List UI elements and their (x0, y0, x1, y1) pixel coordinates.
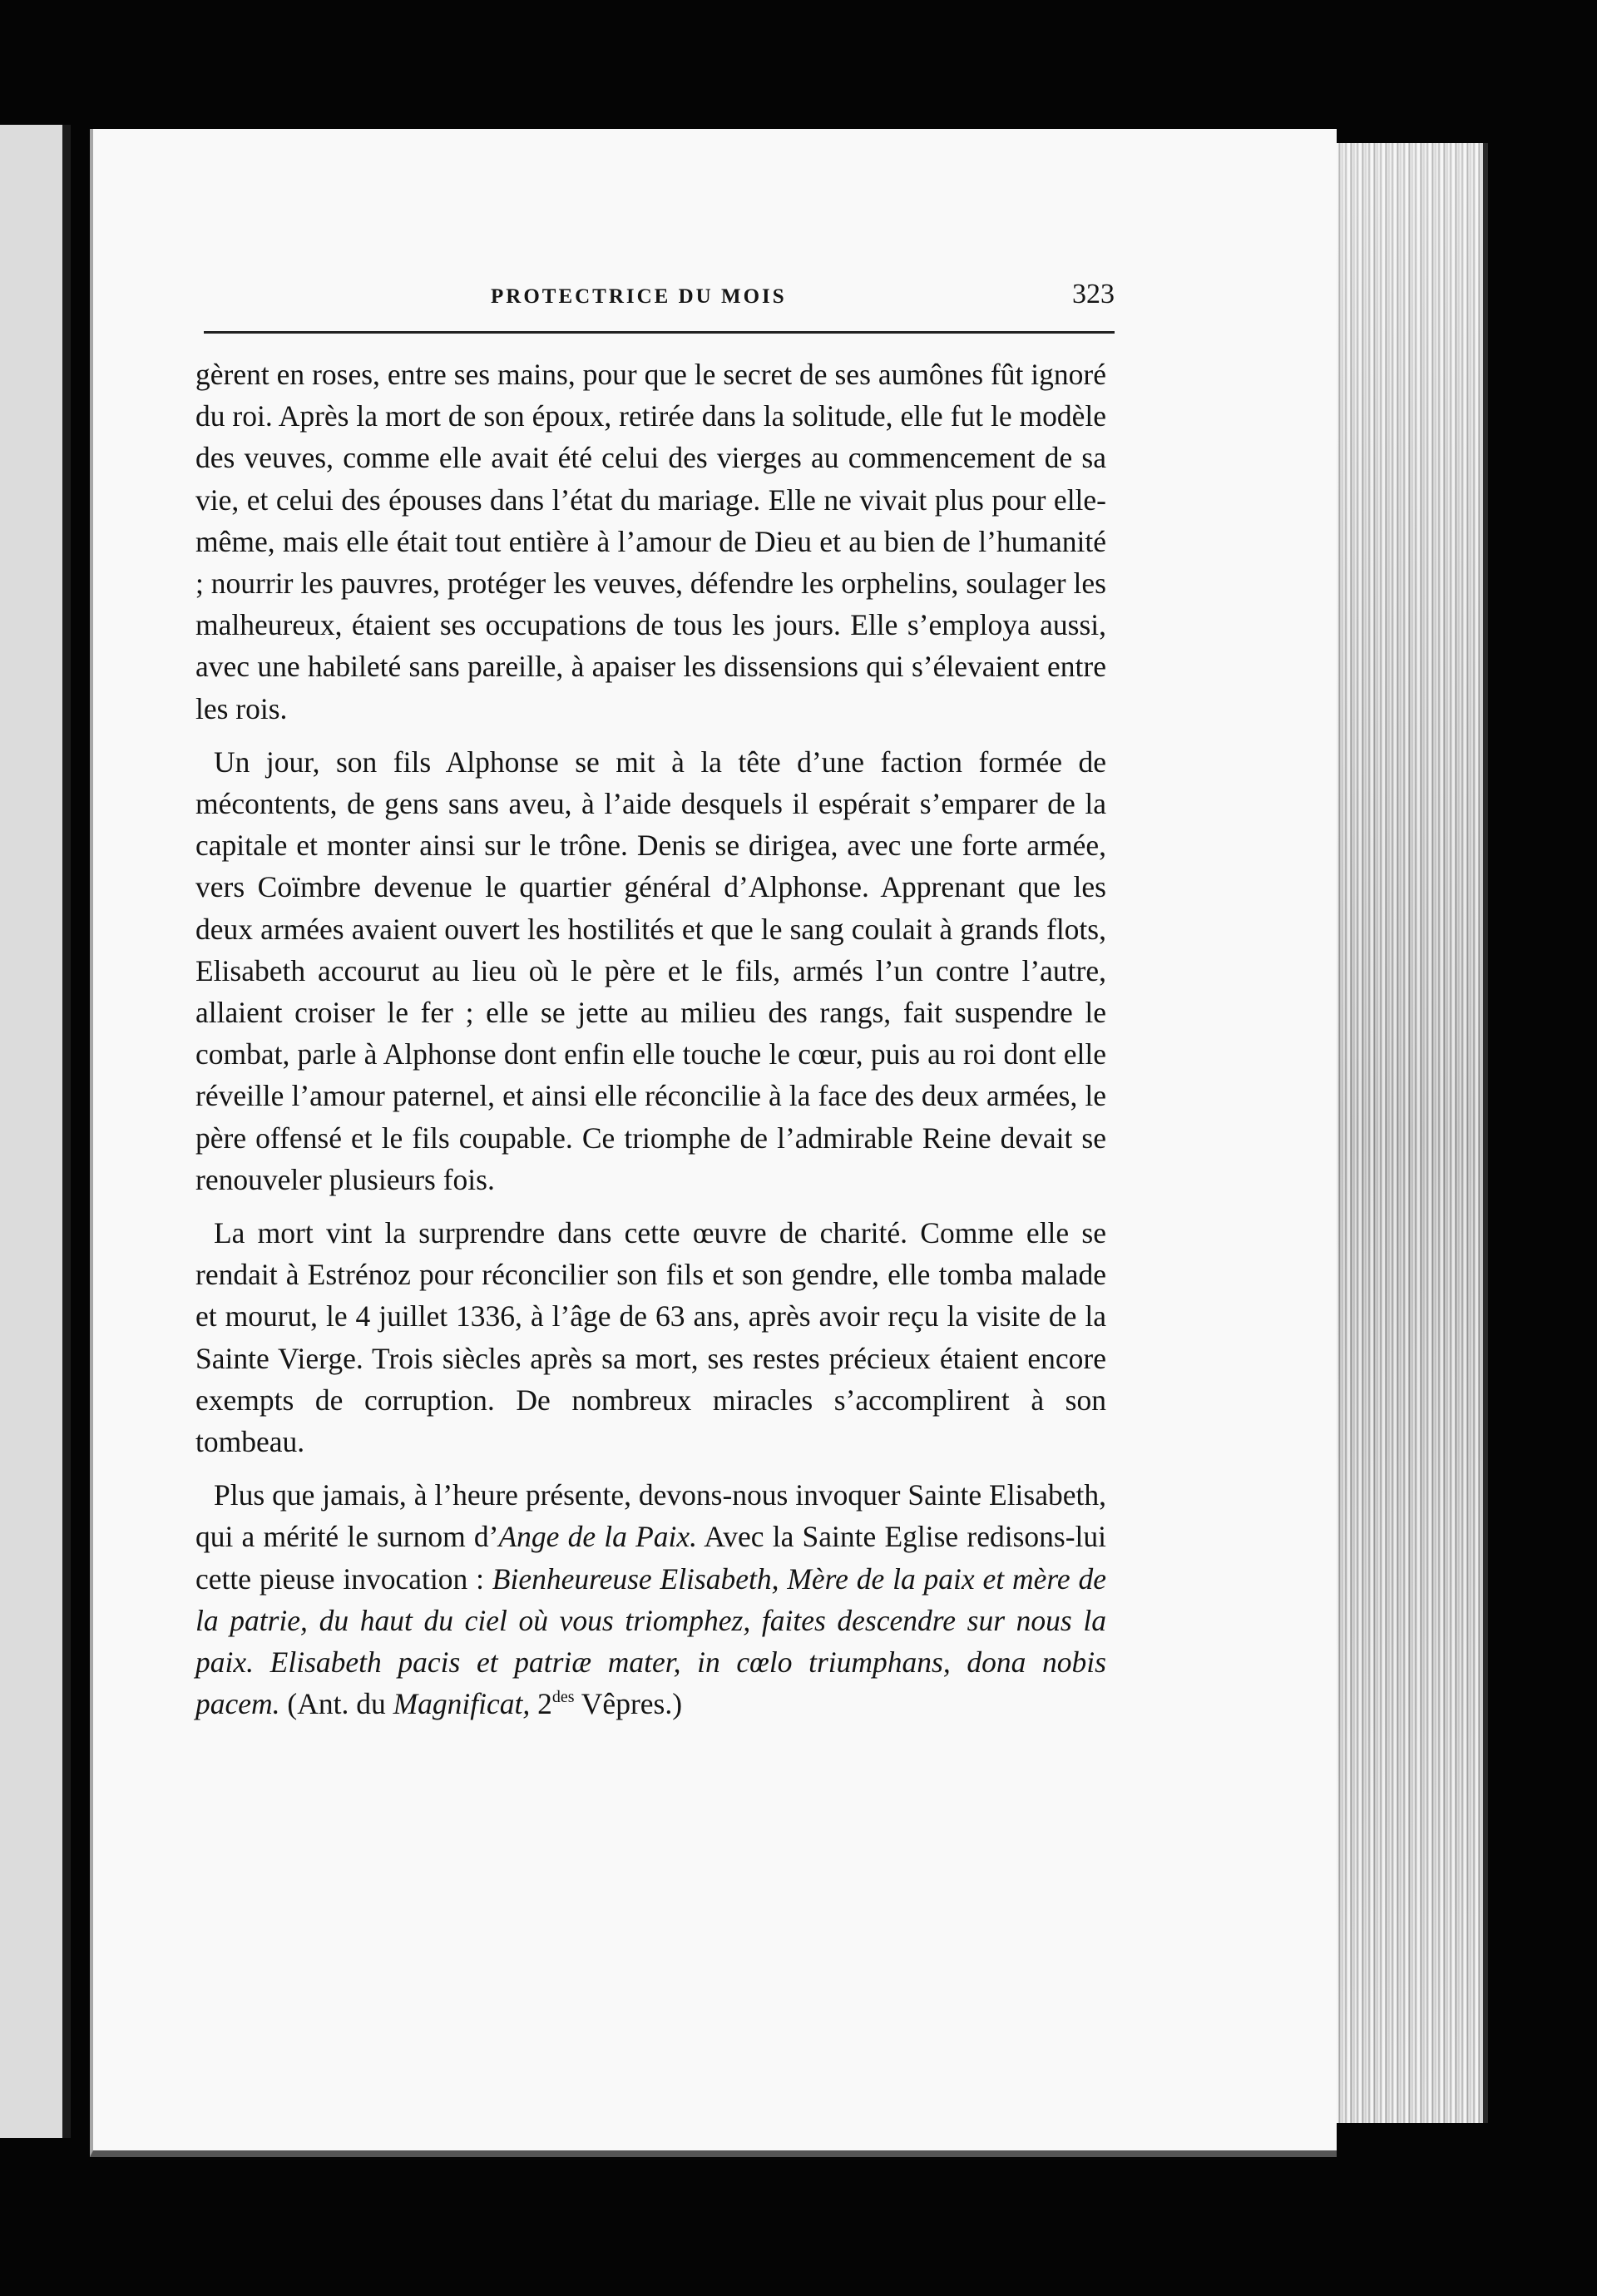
prayer-invocation: Bienheureuse Elisabeth, Mère de la paix et mère de la patrie, du haut du ciel où vous triomphez, faites descendre sur nous la paix. Elisabeth pacis et patriæ mater, in cœlo triumphans, dona nobis pacem. (195, 1561, 1106, 1721)
paragraph-4-text-2: Avec la Sainte Eglise redisons-lui cette pieuse invocation : (195, 1520, 1106, 1596)
body-text (195, 354, 1106, 1725)
book-page-edges (1313, 143, 1488, 2123)
paragraph-4-text-1: Plus que jamais, à l’heure présente, devons-nous invoquer Sainte Elisabeth, qui a mérité le surnom d’ (195, 1478, 1106, 1554)
citation-superscript: des (551, 1688, 575, 1707)
header-rule (204, 331, 1115, 334)
page-number: 323 (1072, 279, 1115, 309)
page-header (204, 279, 1115, 320)
citation-open: (Ant. du (279, 1687, 393, 1721)
citation-close: Vêpres.) (574, 1687, 683, 1721)
citation-magnificat: Magnificat, (393, 1687, 531, 1721)
paragraph-2: Un jour, son fils Alphonse se mit à la tête d’une faction formée de mécontents, de gens sans aveu, à l’aide desquels il espérait s’emparer de la capitale et monter ainsi sur le trône. Denis se dirigea, avec une forte armée, vers Coïmbre devenue le quartier général d’Alphonse. Apprenant que les deux armées avaient ouvert les hostilités et que le sang coulait à grands flots, Elisabeth accourut au lieu où le père et le fils, armés l’un contre l’autre, allaient croiser le fer ; elle se jette au milieu des rangs, fait suspendre le combat, parle à Alphonse dont enfin elle touche le cœur, puis au roi dont elle réveille l’amour paternel, et ainsi elle réconcilie à la face des deux armées, le père offensé et le fils coupable. Ce triomphe de l’admirable Reine devait se renouveler plusieurs fois. (195, 745, 1106, 1196)
paragraph-3: La mort vint la surprendre dans cette œuvre de charité. Comme elle se rendait à Estrénoz pour réconcilier son fils et son gendre, elle tomba malade et mourut, le 4 juillet 1336, à l’âge de 63 ans, après avoir reçu la visite de la Sainte Vierge. Trois siècles après sa mort, ses restes précieux étaient encore exempts de corruption. De nombreux miracles s’accomplirent à son tombeau. (195, 1216, 1106, 1459)
running-head: PROTECTRICE DU MOIS (491, 285, 787, 308)
paragraph-4 (195, 1474, 1106, 1724)
citation-number: 2 (530, 1687, 552, 1721)
paragraph-1: gèrent en roses, entre ses mains, pour que le secret de ses aumônes fût ignoré du roi. Après la mort de son époux, retirée dans la solitude, elle fut le modèle des veuves, comme elle avait été celui des vierges au commencement de sa vie, et celui des épouses dans l’état du mariage. Elle ne vivait plus pour elle-même, mais elle était tout entière à l’amour de Dieu et au bien de l’humanité ; nourrir les pauvres, protéger les veuves, défendre les orphelins, soulager les malheureux, étaient ses occupations de tous les jours. Elle s’employa aussi, avec une habileté sans pareille, à apaiser les dissensions qui s’élevaient entre les rois. (195, 358, 1106, 725)
epithet-ange-de-la-paix: Ange de la Paix. (498, 1520, 698, 1554)
previous-page-edge (0, 125, 71, 2138)
